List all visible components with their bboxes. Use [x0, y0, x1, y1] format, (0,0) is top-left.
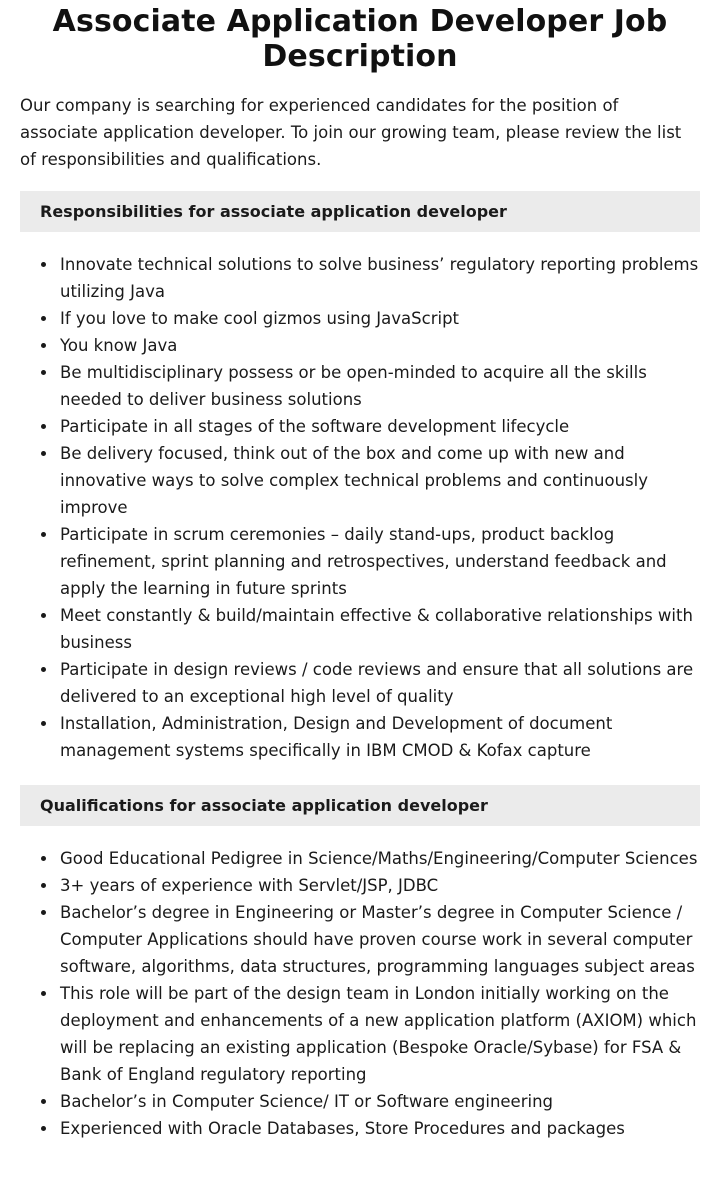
responsibilities-heading: Responsibilities for associate application developer	[20, 191, 700, 232]
responsibility-item: Be delivery focused, think out of the box and come up with new and innovative ways to solve complex technical problems and continuously improve	[60, 440, 700, 521]
qualification-item: Bachelor’s in Computer Science/ IT or Software engineering	[60, 1088, 700, 1115]
responsibility-item: Be multidisciplinary possess or be open-minded to acquire all the skills needed to deliver business solutions	[60, 359, 700, 413]
qualification-item: This role will be part of the design team in London initially working on the deployment and enhancements of a new application platform (AXIOM) which will be replacing an existing application (Bespoke Oracle/Sybase) for FSA & Bank of England regulatory reporting	[60, 980, 700, 1088]
qualification-item: Good Educational Pedigree in Science/Maths/Engineering/Computer Sciences	[60, 845, 700, 872]
page-title: Associate Application Developer Job Description	[52, 4, 668, 74]
responsibility-item: Participate in all stages of the software development lifecycle	[60, 413, 700, 440]
responsibilities-list	[20, 251, 700, 764]
qualification-item: Experienced with Oracle Databases, Store Procedures and packages	[60, 1115, 700, 1142]
responsibility-item: If you love to make cool gizmos using JavaScript	[60, 305, 700, 332]
qualifications-heading: Qualifications for associate application developer	[20, 785, 700, 826]
responsibility-item: Participate in design reviews / code reviews and ensure that all solutions are delivered to an exceptional high level of quality	[60, 656, 700, 710]
responsibility-item: Meet constantly & build/maintain effective & collaborative relationships with business	[60, 602, 700, 656]
intro-paragraph: Our company is searching for experienced candidates for the position of associate application developer. To join our growing team, please review the list of responsibilities and qualifications.	[20, 96, 682, 169]
responsibility-item: You know Java	[60, 332, 700, 359]
job-description-page	[0, 4, 720, 1204]
responsibility-item: Installation, Administration, Design and Development of document management systems specifically in IBM CMOD & Kofax capture	[60, 710, 700, 764]
responsibility-item: Participate in scrum ceremonies – daily stand-ups, product backlog refinement, sprint planning and retrospectives, understand feedback and apply the learning in future sprints	[60, 521, 700, 602]
qualifications-list	[20, 845, 700, 1142]
qualification-item: Bachelor’s degree in Engineering or Master’s degree in Computer Science / Computer Applications should have proven course work in several computer software, algorithms, data structures, programming languages subject areas	[60, 899, 700, 980]
qualification-item: 3+ years of experience with Servlet/JSP, JDBC	[60, 872, 700, 899]
responsibility-item: Innovate technical solutions to solve business’ regulatory reporting problems utilizing Java	[60, 251, 700, 305]
